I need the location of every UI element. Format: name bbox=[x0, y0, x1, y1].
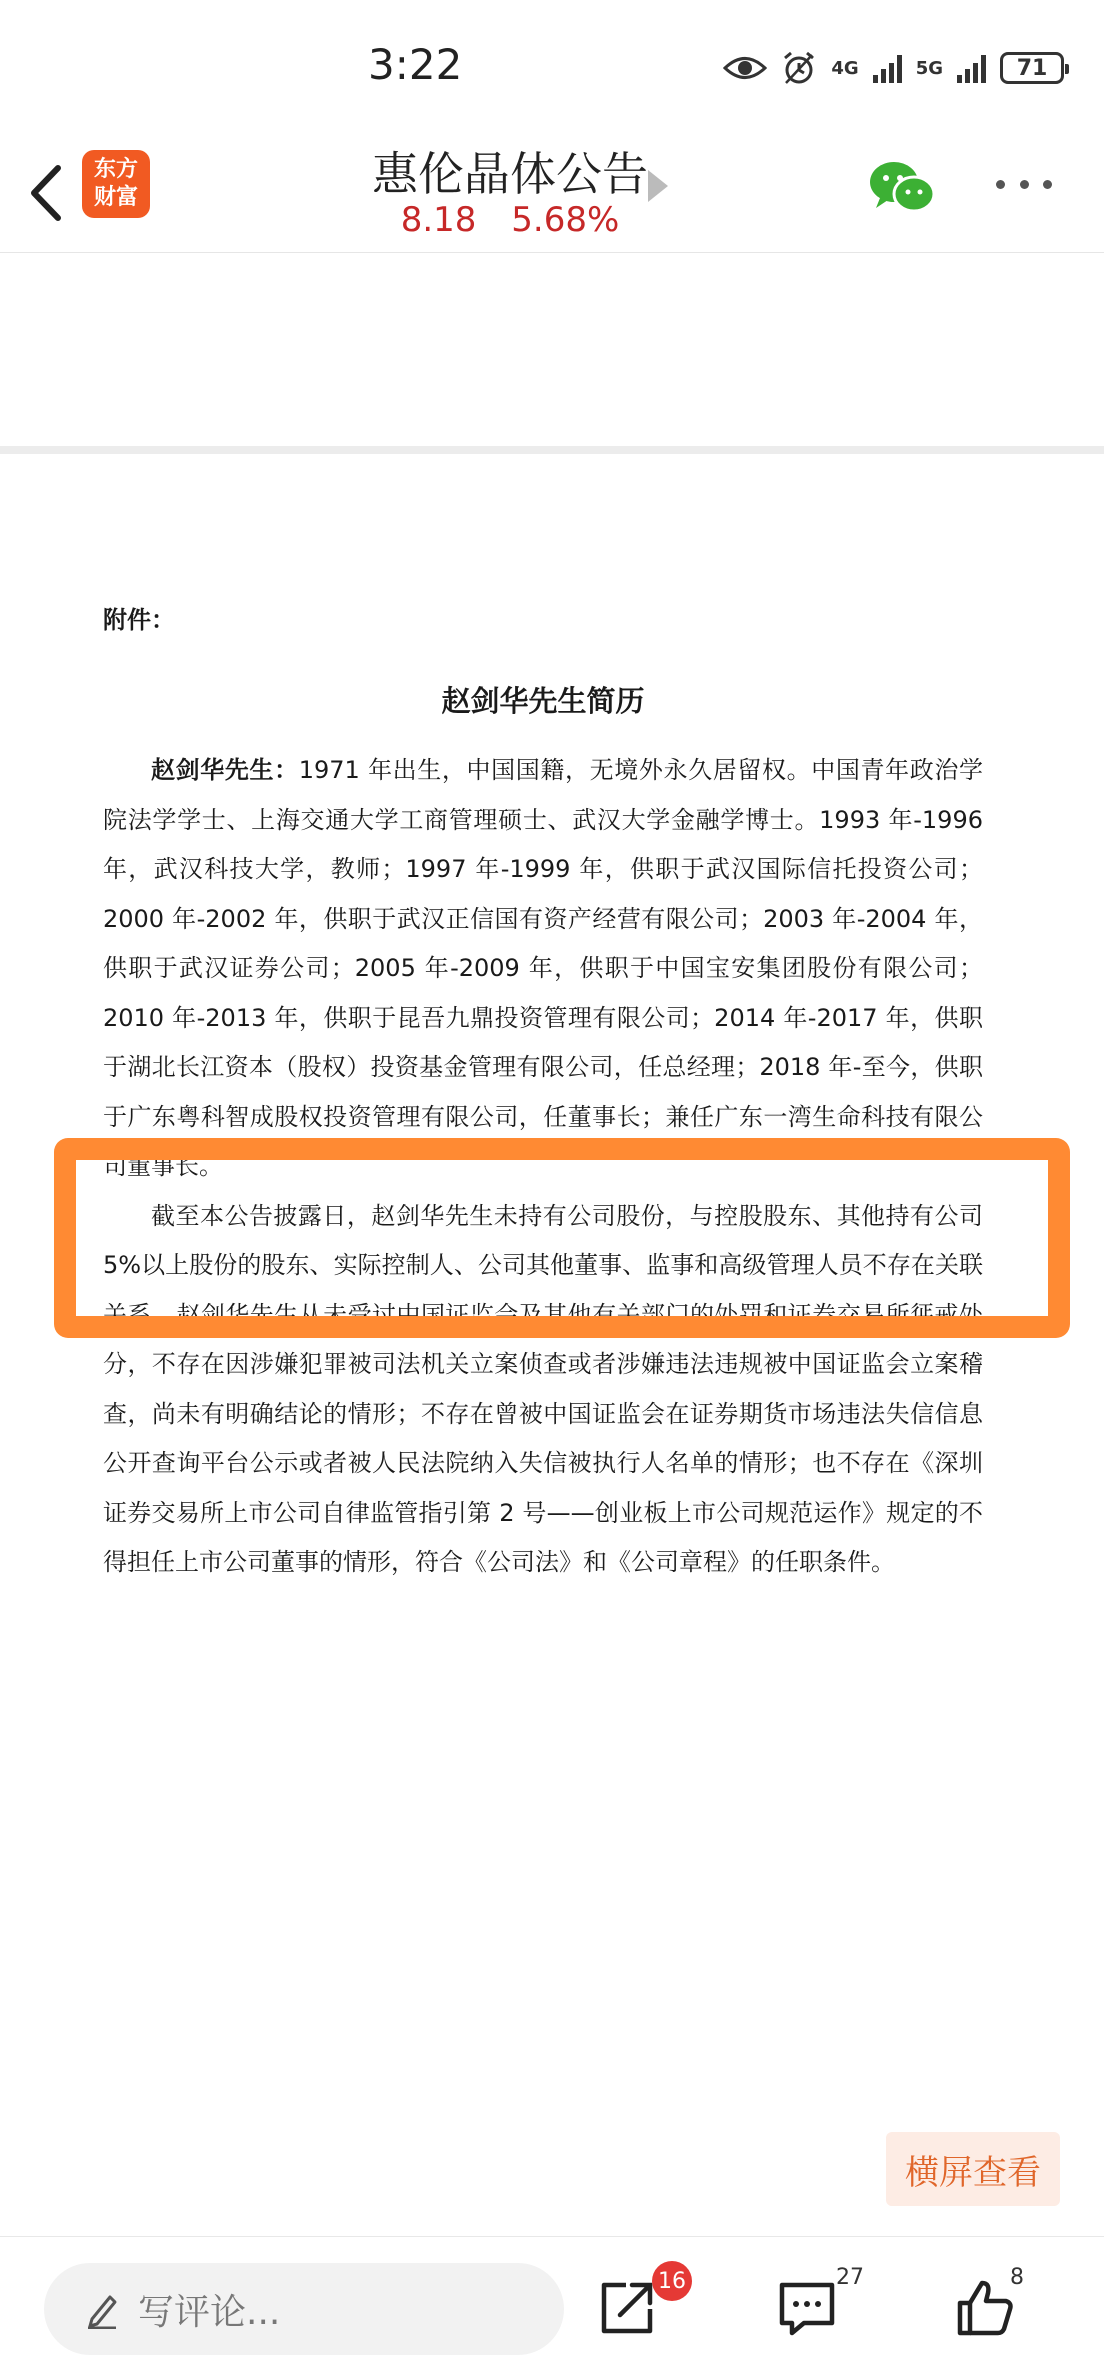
divider bbox=[0, 446, 1104, 454]
share-count-badge: 16 bbox=[652, 2261, 692, 2301]
stock-quote[interactable] bbox=[300, 200, 720, 240]
stock-change: 5.68% bbox=[511, 200, 620, 240]
more-dots-icon bbox=[996, 180, 1005, 189]
wechat-share-button[interactable] bbox=[868, 158, 938, 218]
landscape-view-button[interactable]: 横屏查看 bbox=[886, 2132, 1060, 2206]
comment-bubble-icon bbox=[776, 2277, 838, 2339]
app-logo[interactable] bbox=[82, 150, 150, 218]
share-button[interactable] bbox=[596, 2277, 658, 2339]
bottom-bar bbox=[0, 2236, 1104, 2377]
page-title: 惠伦晶体公告 bbox=[372, 147, 648, 201]
thumbs-up-icon bbox=[954, 2277, 1016, 2339]
app-header bbox=[0, 130, 1104, 253]
logo-text-bottom: 财富 bbox=[93, 185, 138, 210]
document-title: 赵剑华先生简历 bbox=[441, 684, 645, 718]
resume-body: 1971 年出生，中国国籍，无境外永久居留权。中国青年政治学院法学学士、上海交通大学工商管理硕士、武汉大学金融学博士。1993 年-1996 年，武汉科技大学，教师；1997 年-1999 年，供职于武汉国际信托投资公司；2000 年-2002 年，供职于武汉正信国有资产经营有限公司；2003 年-2004 年，供职于武汉证券公司；2005 年-2009 年，供职于中国宝安集团股份有限公司；2010 年-2013 年，供职于昆吾九鼎投资管理有限公司；2014 年-2017 年，供职于湖北长江资本（股权）投资基金管理有限公司，任总经理；2018 年-至今，供职于广东粤科智成股权投资管理有限公司，任董事长；兼任广东一湾生命科技有限公司董事长。 bbox=[103, 756, 983, 1180]
alarm-icon bbox=[781, 50, 817, 86]
person-name: 赵剑华先生： bbox=[151, 756, 299, 784]
network-4g-label: 4G bbox=[831, 57, 859, 79]
relationship-paragraph: 截至本公告披露日，赵剑华先生未持有公司股份，与控股股东、其他持有公司 5%以上股份的股东、实际控制人、公司其他董事、监事和高级管理人员不存在关联关系。赵剑华先生从未受过中国证监会及其他有关部门的处罚和证券交易所惩戒处分，不存在因涉嫌犯罪被司法机关立案侦查或者涉嫌违法违规被中国证监会立案稽查，尚未有明确结论的情形；不存在曾被中国证监会在证券期货市场违法失信信息公开查询平台公示或者被人民法院纳入失信被执行人名单的情形；也不存在《深圳证券交易所上市公司自律监管指引第 2 号——创业板上市公司规范运作》规定的不得担任上市公司董事的情形，符合《公司法》和《公司章程》的任职条件。 bbox=[103, 1201, 983, 1576]
battery-icon bbox=[1000, 52, 1064, 84]
highlight-box bbox=[54, 1138, 1070, 1338]
signal-bars-icon bbox=[873, 53, 902, 83]
comments-button[interactable] bbox=[776, 2277, 838, 2339]
announcement-document bbox=[103, 600, 983, 1588]
like-button[interactable] bbox=[954, 2277, 1016, 2339]
comment-input[interactable] bbox=[44, 2263, 564, 2355]
signal-bars-icon bbox=[957, 53, 986, 83]
status-icons bbox=[723, 48, 1064, 88]
pencil-icon bbox=[84, 2289, 120, 2329]
like-count: 8 bbox=[1010, 2265, 1024, 2290]
resume-paragraph bbox=[103, 746, 983, 1192]
status-bar bbox=[0, 0, 1104, 130]
battery-level: 71 bbox=[1016, 55, 1048, 81]
comment-count: 27 bbox=[836, 2265, 864, 2290]
wechat-icon bbox=[868, 158, 938, 218]
stock-price: 8.18 bbox=[400, 200, 477, 240]
status-time: 3:22 bbox=[368, 40, 463, 89]
share-icon bbox=[596, 2277, 658, 2339]
logo-text-top: 东方 bbox=[93, 157, 138, 182]
eye-icon bbox=[723, 53, 767, 83]
play-triangle-icon[interactable] bbox=[648, 170, 668, 202]
network-5g-label: 5G bbox=[915, 57, 943, 79]
back-arrow-icon bbox=[22, 158, 72, 228]
comment-placeholder: 写评论... bbox=[138, 2291, 281, 2333]
more-menu-button[interactable] bbox=[996, 180, 1052, 196]
back-button[interactable] bbox=[22, 158, 72, 228]
annex-label: 附件： bbox=[103, 606, 175, 634]
